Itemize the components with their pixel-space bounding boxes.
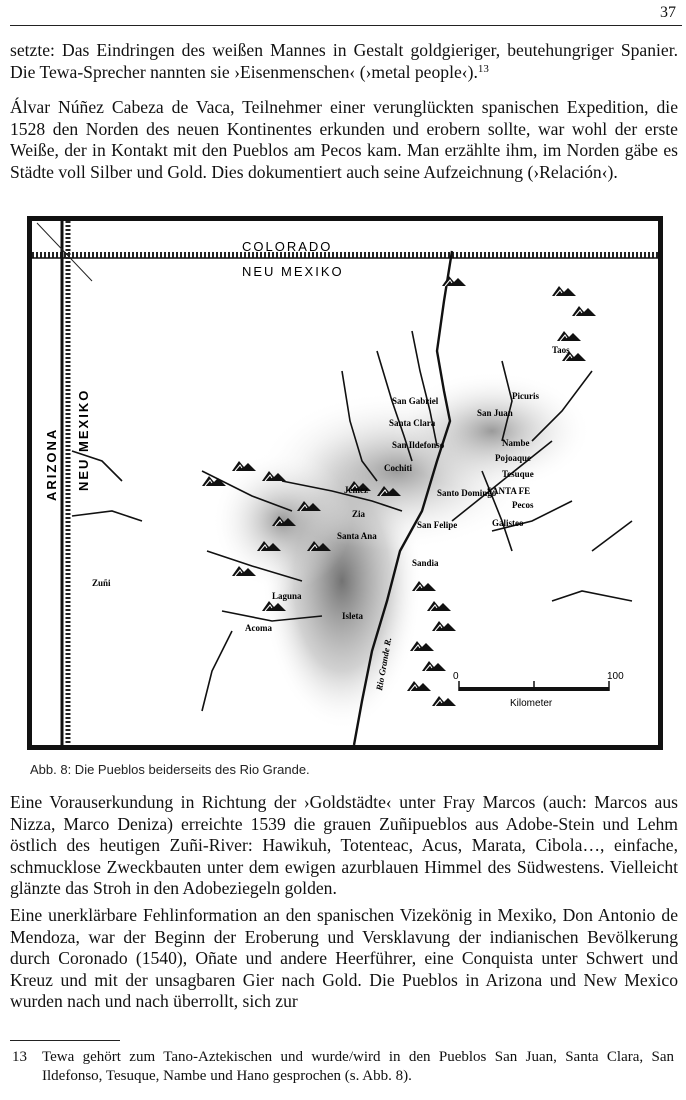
header-rule	[10, 25, 682, 26]
pueblo-sandia: Sandia	[412, 558, 439, 568]
pueblo-san-gabriel: San Gabriel	[392, 396, 439, 406]
figure-caption: Abb. 8: Die Pueblos beiderseits des Rio Grande.	[30, 762, 310, 777]
paragraph-1-text: setzte: Das Eindringen des weißen Mannes in Gestalt goldgieriger, beutehungriger Spanier. Die Tewa-Sprecher nannten sie ›Eisenmenschen‹ (›metal people‹).	[10, 40, 678, 82]
pueblo-san-ildefonso: San Ildefonso	[392, 440, 445, 450]
pueblo-san-felipe: San Felipe	[417, 520, 458, 530]
pueblo-tesuque: Tesuque	[502, 469, 534, 479]
label-colorado: COLORADO	[242, 239, 333, 254]
label-arizona: ARIZONA	[44, 427, 59, 501]
footnote-number: 13	[12, 1049, 27, 1065]
pueblo-santo-domingo: Santo Domingo	[437, 488, 497, 498]
pueblo-acoma: Acoma	[245, 623, 272, 633]
pueblo-isleta: Isleta	[342, 611, 363, 621]
pueblo-zia: Zia	[352, 509, 366, 519]
label-rio-grande: Rio Grande R.	[374, 636, 394, 692]
pueblo-laguna: Laguna	[272, 591, 302, 601]
paragraph-4: Eine unerklärbare Fehlinformation an den spanischen Vizekönig in Mexiko, Don Antonio de Mendoza, war der Beginn der Eroberung und Versklavung der indianischen Bevölkerung durch Coronado (1540), Oñate und andere Heerführer, eine Conquista unter Schwert und Kreuz und mit der unsagbaren Gier nach Gold. Die Pueblos in Arizona und New Mexico wurden nach und nach überrollt, sich zur	[10, 905, 678, 1012]
scale-bar	[453, 671, 624, 709]
pueblo-nambe: Nambe	[502, 438, 530, 448]
pueblo-galisteo: Galisteo	[492, 518, 524, 528]
pueblo-santa-ana: Santa Ana	[337, 531, 377, 541]
pueblo-cochiti: Cochiti	[384, 463, 412, 473]
scale-max: 100	[607, 671, 624, 682]
pueblo-jemez: Jemez	[344, 485, 368, 495]
footnote	[12, 1048, 674, 1086]
pueblo-map	[32, 221, 658, 745]
pueblo-zuni: Zuñi	[92, 578, 111, 588]
paragraph-1	[10, 40, 678, 83]
map-figure	[27, 216, 663, 750]
paragraph-2: Álvar Núñez Cabeza de Vaca, Teilnehmer einer verunglückten spanischen Expedition, die 1528 den Norden des neuen Kontinentes erkunden und erobern sollte, war wohl der erste Weiße, der in Kontakt mit den Pueblos am Pecos kam. Man erzählte ihm, im Norden gäbe es Städte voll Silber und Gold. Dies dokumentiert auch seine Aufzeichnung (›Relación‹).	[10, 97, 678, 182]
footnote-reference: 13	[477, 62, 489, 75]
pueblo-santa-clara: Santa Clara	[389, 418, 436, 428]
pueblo-san-juan: San Juan	[477, 408, 513, 418]
pueblo-santa-fe: SANTA FE	[487, 486, 531, 496]
pueblo-pecos: Pecos	[512, 500, 534, 510]
scale-zero: 0	[453, 671, 459, 682]
pueblo-picuris: Picuris	[512, 391, 539, 401]
scale-unit: Kilometer	[510, 698, 553, 709]
footnote-rule	[10, 1040, 120, 1041]
label-neu-mexiko-top: NEU MEXIKO	[242, 264, 344, 279]
label-neu-mexiko-side: NEU MEXIKO	[76, 388, 91, 491]
footnote-text: Tewa gehört zum Tano-Aztekischen und wurde/wird in den Pueblos San Juan, Santa Clara, San Ildefonso, Tesuque, Nambe und Hano gesprochen (s. Abb. 8).	[42, 1049, 674, 1084]
paragraph-3: Eine Vorauserkundung in Richtung der ›Goldstädte‹ unter Fray Marcos (auch: Marcos aus Nizza, Marco Deniza) erreichte 1539 die grauen Zuñipueblos aus Adobe-Stein und Lehm östlich des heutigen Zuñi-River: Hawikuh, Totenteac, Acus, Marata, Cibola…, einfache, schmucklose Zweckbauten unter dem ewigen azurblauen Himmel des Südwestens. Vielleicht glänzte das Stroh in den Adobeziegeln golden.	[10, 792, 678, 899]
pueblo-taos: Taos	[552, 345, 570, 355]
page-number: 37	[660, 4, 676, 21]
pueblo-pojoaque: Pojoaque	[495, 453, 531, 463]
